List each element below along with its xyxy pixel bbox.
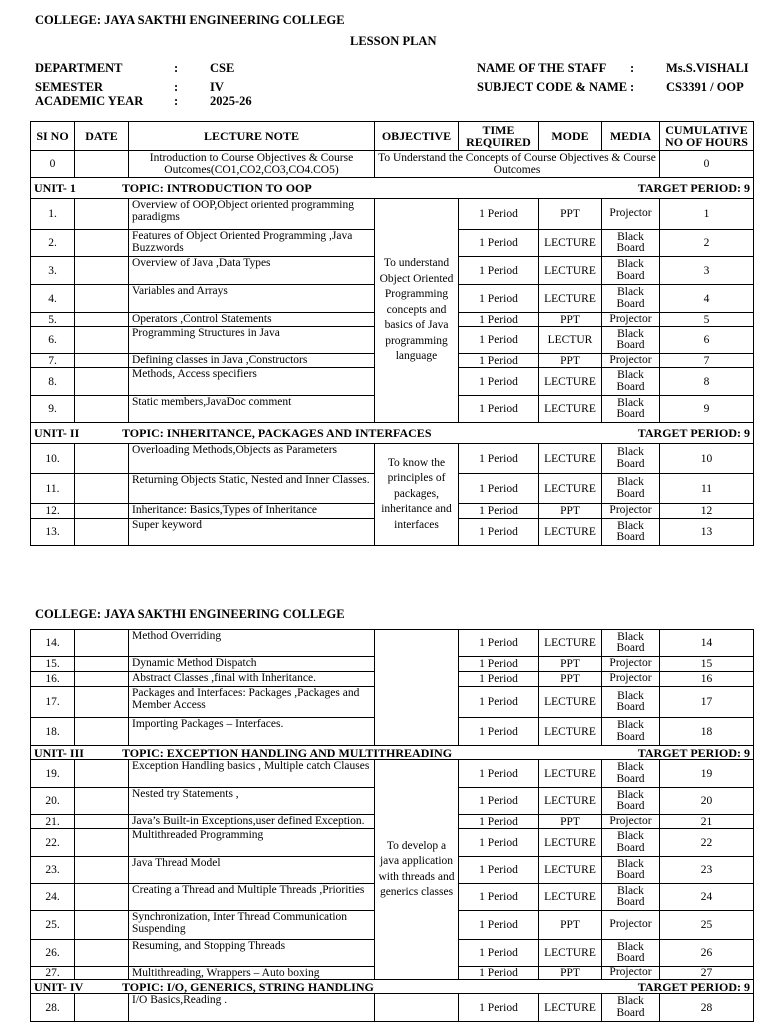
lesson-plan-title: LESSON PLAN [350, 34, 437, 48]
row-mode: PPT [539, 354, 602, 368]
row-date [75, 519, 129, 546]
row-lecture: Java Thread Model [129, 857, 375, 884]
row-hours: 12 [660, 504, 754, 519]
row-hours: 2 [660, 230, 754, 257]
row-lecture: Synchronization, Inter Thread Communication Suspending [129, 911, 375, 940]
row-lecture: Overview of OOP,Object oriented programming paradigms [129, 199, 375, 230]
row-media: Black Board [602, 630, 660, 657]
row-time: 1 Period [459, 687, 539, 718]
row-mode: LECTURE [539, 760, 602, 788]
row-hours: 15 [660, 657, 754, 672]
row-lecture: Creating a Thread and Multiple Threads ,Priorities [129, 884, 375, 911]
row-no: 7. [31, 354, 75, 368]
row-time: 1 Period [459, 788, 539, 815]
row-date [75, 151, 129, 178]
row-lecture: Exception Handling basics , Multiple catch Clauses [129, 760, 375, 788]
row-media: Black Board [602, 760, 660, 788]
row-mode: LECTURE [539, 368, 602, 396]
col-header-date: DATE [75, 122, 129, 151]
colon: : [630, 80, 635, 94]
row-media: Black Board [602, 257, 660, 285]
row-no: 14. [31, 630, 75, 657]
table-row [31, 994, 754, 1022]
col-header-mode: MODE [539, 122, 602, 151]
table-row [31, 760, 754, 788]
row-date [75, 687, 129, 718]
row-hours: 14 [660, 630, 754, 657]
row-date [75, 967, 129, 980]
row-hours: 26 [660, 940, 754, 967]
college-name-page2: COLLEGE: JAYA SAKTHI ENGINEERING COLLEGE [35, 607, 345, 621]
row-lecture: Programming Structures in Java [129, 327, 375, 354]
row-mode: LECTURE [539, 519, 602, 546]
row-no: 5. [31, 313, 75, 327]
unit-label: UNIT- III [34, 745, 84, 760]
row-media: Black Board [602, 368, 660, 396]
row-lecture: Method Overriding [129, 630, 375, 657]
row-no: 28. [31, 994, 75, 1022]
row-lecture: Resuming, and Stopping Threads [129, 940, 375, 967]
row-mode: LECTURE [539, 788, 602, 815]
row-objective: To develop a java application with threads and generics classes [375, 760, 459, 980]
row-date [75, 313, 129, 327]
row-date [75, 911, 129, 940]
row-date [75, 257, 129, 285]
academic-year-value: 2025-26 [210, 94, 252, 108]
row-date [75, 760, 129, 788]
row-hours: 21 [660, 815, 754, 829]
row-no: 1. [31, 199, 75, 230]
department-label: DEPARTMENT [35, 61, 123, 75]
unit-target: TARGET PERIOD: 9 [637, 426, 750, 440]
row-no: 11. [31, 474, 75, 504]
row-lecture: Operators ,Control Statements [129, 313, 375, 327]
row-no: 24. [31, 884, 75, 911]
semester-label: SEMESTER [35, 80, 104, 94]
subject-value: CS3391 / OOP [666, 80, 744, 94]
colon: : [174, 80, 179, 94]
row-date [75, 940, 129, 967]
staff-value: Ms.S.VISHALI [666, 61, 749, 75]
unit-label: UNIT- II [34, 426, 80, 440]
row-time: 1 Period [459, 519, 539, 546]
table-row [31, 151, 754, 178]
row-hours: 18 [660, 718, 754, 746]
lesson-plan-table [30, 121, 754, 546]
row-mode: LECTURE [539, 230, 602, 257]
row-date [75, 718, 129, 746]
row-media: Black Board [602, 396, 660, 423]
row-hours: 19 [660, 760, 754, 788]
row-hours: 11 [660, 474, 754, 504]
row-lecture: Abstract Classes ,final with Inheritance. [129, 672, 375, 687]
row-mode: LECTURE [539, 630, 602, 657]
row-mode: LECTURE [539, 257, 602, 285]
row-no: 15. [31, 657, 75, 672]
row-no: 18. [31, 718, 75, 746]
row-time: 1 Period [459, 199, 539, 230]
semester-value: IV [210, 80, 224, 94]
row-mode: LECTURE [539, 285, 602, 313]
row-media: Projector [602, 967, 660, 980]
row-time: 1 Period [459, 815, 539, 829]
row-mode: LECTURE [539, 687, 602, 718]
row-mode: LECTURE [539, 396, 602, 423]
staff-label: NAME OF THE STAFF [477, 61, 607, 75]
row-hours: 6 [660, 327, 754, 354]
row-hours: 5 [660, 313, 754, 327]
row-mode: PPT [539, 672, 602, 687]
row-media: Black Board [602, 788, 660, 815]
row-media: Black Board [602, 994, 660, 1022]
unit-header-row [31, 746, 754, 760]
row-mode: LECTUR [539, 327, 602, 354]
row-mode: LECTURE [539, 994, 602, 1022]
row-mode: LECTURE [539, 444, 602, 474]
row-time: 1 Period [459, 884, 539, 911]
col-header-media: MEDIA [602, 122, 660, 151]
row-time: 1 Period [459, 940, 539, 967]
row-lecture: Overloading Methods,Objects as Parameters [129, 444, 375, 474]
row-hours: 20 [660, 788, 754, 815]
row-lecture: Methods, Access specifiers [129, 368, 375, 396]
row-media: Projector [602, 504, 660, 519]
col-header-lecture: LECTURE NOTE [129, 122, 375, 151]
row-no: 6. [31, 327, 75, 354]
unit-topic: TOPIC: INTRODUCTION TO OOP [122, 181, 312, 195]
colon: : [174, 94, 179, 108]
table-header-row [31, 122, 754, 151]
row-date [75, 368, 129, 396]
row-time: 1 Period [459, 285, 539, 313]
row-no: 3. [31, 257, 75, 285]
row-no: 13. [31, 519, 75, 546]
row-no: 22. [31, 829, 75, 857]
row-mode: LECTURE [539, 829, 602, 857]
row-no: 0 [31, 151, 75, 178]
row-lecture: Variables and Arrays [129, 285, 375, 313]
row-hours: 8 [660, 368, 754, 396]
row-hours: 28 [660, 994, 754, 1022]
row-media: Black Board [602, 285, 660, 313]
row-no: 9. [31, 396, 75, 423]
row-time: 1 Period [459, 474, 539, 504]
row-lecture: Importing Packages – Interfaces. [129, 718, 375, 746]
row-hours: 27 [660, 967, 754, 980]
row-mode: PPT [539, 911, 602, 940]
row-hours: 13 [660, 519, 754, 546]
row-mode: LECTURE [539, 940, 602, 967]
row-media: Projector [602, 354, 660, 368]
row-time: 1 Period [459, 911, 539, 940]
row-hours: 22 [660, 829, 754, 857]
row-no: 26. [31, 940, 75, 967]
row-media: Black Board [602, 829, 660, 857]
row-lecture: Java’s Built-in Exceptions,user defined Exception. [129, 815, 375, 829]
row-hours: 17 [660, 687, 754, 718]
unit-topic: TOPIC: I/O, GENERICS, STRING HANDLING [122, 979, 374, 994]
row-hours: 25 [660, 911, 754, 940]
row-objective [375, 630, 459, 746]
row-lecture: Defining classes in Java ,Constructors [129, 354, 375, 368]
row-objective [375, 994, 459, 1022]
department-value: CSE [210, 61, 235, 75]
row-hours: 23 [660, 857, 754, 884]
row-date [75, 444, 129, 474]
unit-header-row [31, 980, 754, 994]
row-date [75, 396, 129, 423]
row-date [75, 354, 129, 368]
row-lecture: Packages and Interfaces: Packages ,Packages and Member Access [129, 687, 375, 718]
row-no: 10. [31, 444, 75, 474]
row-date [75, 815, 129, 829]
row-lecture: Super keyword [129, 519, 375, 546]
col-header-time: TIME REQUIRED [459, 122, 539, 151]
table-row [31, 199, 754, 230]
lesson-plan-table-page2 [30, 629, 754, 1022]
row-time: 1 Period [459, 444, 539, 474]
row-lecture: Multithreading, Wrappers – Auto boxing [129, 967, 375, 980]
unit-label: UNIT- IV [34, 979, 84, 994]
unit-topic: TOPIC: INHERITANCE, PACKAGES AND INTERFACES [122, 426, 432, 440]
table-row [31, 630, 754, 657]
row-hours: 4 [660, 285, 754, 313]
unit-target: TARGET PERIOD: 9 [637, 979, 750, 994]
row-no: 2. [31, 230, 75, 257]
subject-label: SUBJECT CODE & NAME [477, 80, 628, 94]
row-date [75, 230, 129, 257]
row-lecture: Returning Objects Static, Nested and Inner Classes. [129, 474, 375, 504]
row-media: Black Board [602, 519, 660, 546]
row-no: 25. [31, 911, 75, 940]
row-time: 1 Period [459, 657, 539, 672]
row-time: 1 Period [459, 857, 539, 884]
row-lecture: Introduction to Course Objectives & Course Outcomes(CO1,CO2,CO3,CO4.CO5) [129, 151, 375, 178]
row-lecture: Multithreaded Programming [129, 829, 375, 857]
row-lecture: Inheritance: Basics,Types of Inheritance [129, 504, 375, 519]
row-time: 1 Period [459, 354, 539, 368]
row-hours: 0 [660, 151, 754, 178]
row-mode: PPT [539, 657, 602, 672]
row-date [75, 657, 129, 672]
row-media: Black Board [602, 857, 660, 884]
col-header-hours: CUMULATIVE NO OF HOURS [660, 122, 754, 151]
unit-label: UNIT- 1 [34, 181, 76, 195]
row-media: Projector [602, 199, 660, 230]
row-hours: 3 [660, 257, 754, 285]
row-time: 1 Period [459, 230, 539, 257]
col-header-objective: OBJECTIVE [375, 122, 459, 151]
row-no: 21. [31, 815, 75, 829]
row-media: Projector [602, 911, 660, 940]
unit-target: TARGET PERIOD: 9 [637, 181, 750, 195]
row-date [75, 327, 129, 354]
row-objective: To know the principles of packages, inheritance and interfaces [375, 444, 459, 546]
row-media: Projector [602, 672, 660, 687]
row-media: Black Board [602, 327, 660, 354]
row-mode: PPT [539, 815, 602, 829]
row-time: 1 Period [459, 718, 539, 746]
row-no: 23. [31, 857, 75, 884]
row-time: 1 Period [459, 630, 539, 657]
row-no: 27. [31, 967, 75, 980]
colon: : [174, 61, 179, 75]
row-media: Projector [602, 313, 660, 327]
row-media: Black Board [602, 687, 660, 718]
row-date [75, 474, 129, 504]
row-media: Black Board [602, 474, 660, 504]
row-hours: 16 [660, 672, 754, 687]
row-hours: 24 [660, 884, 754, 911]
row-date [75, 199, 129, 230]
row-date [75, 672, 129, 687]
row-media: Black Board [602, 884, 660, 911]
row-media: Black Board [602, 444, 660, 474]
row-lecture: Overview of Java ,Data Types [129, 257, 375, 285]
row-date [75, 285, 129, 313]
col-header-sino: SI NO [31, 122, 75, 151]
unit-header-row [31, 423, 754, 444]
unit-target: TARGET PERIOD: 9 [637, 745, 750, 760]
row-media: Black Board [602, 718, 660, 746]
row-time: 1 Period [459, 967, 539, 980]
row-time: 1 Period [459, 327, 539, 354]
unit-header-row [31, 178, 754, 199]
row-media: Projector [602, 815, 660, 829]
row-date [75, 788, 129, 815]
row-no: 17. [31, 687, 75, 718]
row-date [75, 857, 129, 884]
row-date [75, 504, 129, 519]
row-time: 1 Period [459, 313, 539, 327]
row-lecture: Features of Object Oriented Programming ,Java Buzzwords [129, 230, 375, 257]
row-hours: 7 [660, 354, 754, 368]
row-mode: PPT [539, 313, 602, 327]
row-date [75, 884, 129, 911]
row-mode: LECTURE [539, 474, 602, 504]
row-lecture: Dynamic Method Dispatch [129, 657, 375, 672]
row-lecture: Static members,JavaDoc comment [129, 396, 375, 423]
row-time: 1 Period [459, 396, 539, 423]
row-no: 20. [31, 788, 75, 815]
row-date [75, 829, 129, 857]
row-mode: PPT [539, 967, 602, 980]
row-objective: To understand Object Oriented Programming concepts and basics of Java programming language [375, 199, 459, 423]
row-hours: 9 [660, 396, 754, 423]
row-time: 1 Period [459, 504, 539, 519]
row-time: 1 Period [459, 760, 539, 788]
row-media: Projector [602, 657, 660, 672]
row-no: 16. [31, 672, 75, 687]
row-mode: PPT [539, 199, 602, 230]
row-mode: PPT [539, 504, 602, 519]
row-time: 1 Period [459, 257, 539, 285]
row-time: 1 Period [459, 994, 539, 1022]
row-mode: LECTURE [539, 884, 602, 911]
colon: : [630, 61, 635, 75]
row-no: 4. [31, 285, 75, 313]
unit-topic: TOPIC: EXCEPTION HANDLING AND MULTITHREADING [122, 745, 453, 760]
row-time: 1 Period [459, 672, 539, 687]
row-no: 12. [31, 504, 75, 519]
row-media: Black Board [602, 940, 660, 967]
row-date [75, 630, 129, 657]
row-time: 1 Period [459, 829, 539, 857]
academic-year-label: ACADEMIC YEAR [35, 94, 144, 108]
row-no: 8. [31, 368, 75, 396]
row-mode: LECTURE [539, 718, 602, 746]
row-time: 1 Period [459, 368, 539, 396]
row-no: 19. [31, 760, 75, 788]
row-media: Black Board [602, 230, 660, 257]
row-lecture: I/O Basics,Reading . [129, 994, 375, 1022]
row-lecture: Nested try Statements , [129, 788, 375, 815]
row-hours: 1 [660, 199, 754, 230]
row-objective: To Understand the Concepts of Course Objectives & Course Outcomes [375, 151, 660, 178]
row-date [75, 994, 129, 1022]
row-hours: 10 [660, 444, 754, 474]
row-mode: LECTURE [539, 857, 602, 884]
table-row [31, 444, 754, 474]
college-name: COLLEGE: JAYA SAKTHI ENGINEERING COLLEGE [35, 13, 345, 27]
